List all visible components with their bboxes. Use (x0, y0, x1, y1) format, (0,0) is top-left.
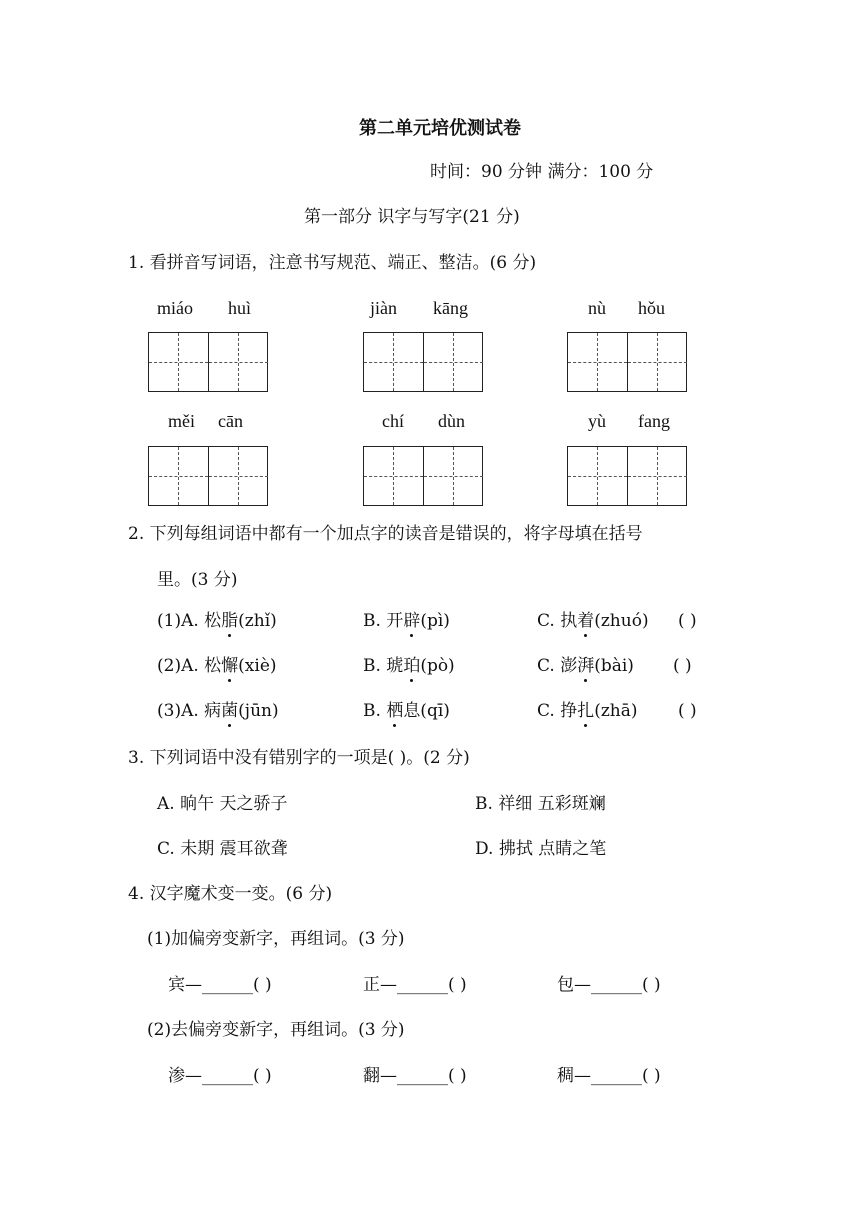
answer-blank[interactable]: ( ) (673, 656, 692, 676)
fill-blank[interactable]: 稠—______( ) (557, 1066, 661, 1086)
q3-stem: 3. 下列词语中没有错别字的一项是( )。(2 分) (128, 748, 470, 768)
page-title: 第二单元培优测试卷 (359, 118, 521, 139)
q3-option-b: B. 祥细 五彩斑斓 (475, 794, 606, 814)
q4-stem: 4. 汉字魔术变一变。(6 分) (128, 884, 333, 904)
exam-meta: 时间：90 分钟 满分：100 分 (430, 162, 654, 182)
pinyin-label: huì (228, 298, 252, 318)
pinyin-label: chí (382, 411, 404, 431)
pinyin-label: miáo (157, 298, 193, 318)
fill-blank[interactable]: 翻—______( ) (363, 1066, 467, 1086)
writing-grid[interactable] (363, 332, 483, 392)
pinyin-label: měi (168, 411, 195, 431)
writing-grid[interactable] (363, 446, 483, 506)
pinyin-label: yù (588, 411, 606, 431)
fill-blank[interactable]: 正—______( ) (363, 975, 467, 995)
fill-blank[interactable]: 包—______( ) (557, 975, 661, 995)
pinyin-label: fang (638, 411, 670, 431)
fill-blank[interactable]: 宾—______( ) (168, 975, 272, 995)
q4-sub1: (1)加偏旁变新字，再组词。(3 分) (147, 929, 405, 949)
pinyin-label: kāng (433, 298, 468, 318)
q3-option-c: C. 未期 震耳欲聋 (157, 839, 288, 859)
q2-option-a: (1)A. 松脂(zhǐ) (157, 611, 277, 631)
q2-option-b: B. 栖息(qī) (363, 701, 450, 721)
pinyin-label: nù (588, 298, 606, 318)
q2-option-c: C. 澎湃(bài) (537, 656, 634, 676)
writing-grid[interactable] (567, 332, 687, 392)
q4-sub2: (2)去偏旁变新字，再组词。(3 分) (147, 1020, 405, 1040)
pinyin-label: hǒu (638, 298, 665, 318)
pinyin-label: jiàn (370, 298, 397, 318)
q2-stem: 2. 下列每组词语中都有一个加点字的读音是错误的，将字母填在括号 (128, 524, 643, 544)
q3-option-a: A. 晌午 天之骄子 (157, 794, 288, 814)
writing-grid[interactable] (567, 446, 687, 506)
q2-option-c: C. 挣扎(zhā) (537, 701, 638, 721)
q2-option-a: (2)A. 松懈(xiè) (157, 656, 277, 676)
q2-option-b: B. 开辟(pì) (363, 611, 450, 631)
answer-blank[interactable]: ( ) (678, 611, 697, 631)
answer-blank[interactable]: ( ) (678, 701, 697, 721)
q3-option-d: D. 拂拭 点睛之笔 (475, 839, 607, 859)
q2-stem-cont: 里。(3 分) (157, 570, 238, 590)
q2-option-b: B. 琥珀(pò) (363, 656, 455, 676)
q2-option-c: C. 执着(zhuó) (537, 611, 649, 631)
fill-blank[interactable]: 渗—______( ) (168, 1066, 272, 1086)
pinyin-label: cān (218, 411, 243, 431)
part-heading: 第一部分 识字与写字(21 分) (304, 207, 520, 227)
pinyin-label: dùn (438, 411, 465, 431)
q2-option-a: (3)A. 病菌(jūn) (157, 701, 279, 721)
writing-grid[interactable] (148, 446, 268, 506)
q1-stem: 1. 看拼音写词语，注意书写规范、端正、整洁。(6 分) (128, 253, 537, 273)
writing-grid[interactable] (148, 332, 268, 392)
